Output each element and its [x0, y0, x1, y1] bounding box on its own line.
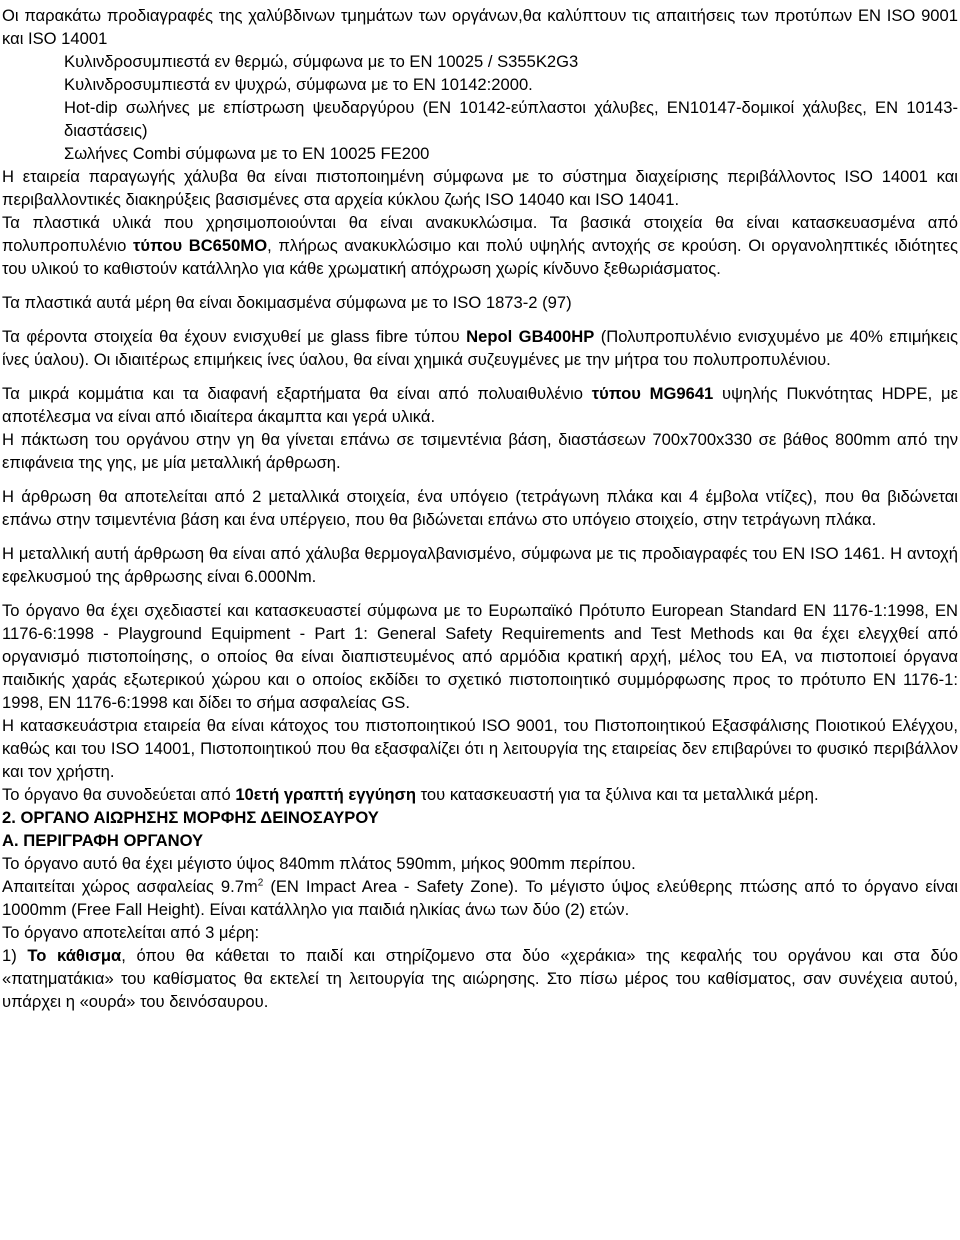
foundation-paragraph: Η πάκτωση του οργάνου στην γη θα γίνεται επάνω σε τσιμεντένια βάση, διαστάσεων 700x700x330 σε βάθος 800mm από την επιφάνεια της γης, με μία μεταλλική άρθρωση.	[2, 430, 958, 472]
plastics-paragraph: Τα πλαστικά υλικά που χρησιμοποιούνται θα είναι ανακυκλώσιμα. Τα βασικά στοιχεία θα είναι κατασκευασμένα από πολυπροπυλένιο τύπου BC650MO, πλήρως ανακυκλώσιμο και πολύ υψηλής αντοχής σε κρούση. Οι οργανοληπτικές ιδιότητες του υλικού το καθιστούν κατάλληλο για κάθε χρωματική απόχρωση χωρίς κίνδυνο ξεθωριάσματος.	[2, 213, 958, 278]
joint-material-paragraph: Η μεταλλική αυτή άρθρωση θα είναι από χάλυβα θερμογαλβανισμένο, σύμφωνα με τις προδιαγραφές του EN ISO 1461. Η αντοχή εφελκυσμού της άρθρωσης είναι 6.000Nm.	[2, 544, 958, 586]
spec-combi-tubes: Σωλήνες Combi σύμφωνα με το EN 10025 FE200	[64, 144, 430, 163]
superscript-2: 2	[257, 877, 264, 889]
joint-description-paragraph: Η άρθρωση θα αποτελείται από 2 μεταλλικά στοιχεία, ένα υπόγειο (τετράγωνη πλάκα και 4 έμβολα ντίζες), που θα βιδώνεται επάνω στην τσιμεντένια βάση και ένα υπέργειο, που θα βιδώνεται επάνω στο υπόγειο στοιχείο, στην τετράγωνη πλάκα.	[2, 487, 958, 529]
polyethylene-type-bold: τύπου MG9641	[591, 384, 714, 403]
warranty-bold: 10ετή γραπτή εγγύηση	[235, 785, 416, 804]
iso-certification-paragraph: Η εταιρεία παραγωγής χάλυβα θα είναι πιστοποιημένη σύμφωνα με το σύστημα διαχείρισης περιβάλλοντος ISO 14001 και περιβαλλοντικές διακηρύξεις βασισμένες στα αρχεία κύκλου ζωής ISO 14040 και ISO 14041.	[2, 167, 958, 209]
dimensions-paragraph: Το όργανο αυτό θα έχει μέγιστο ύψος 840mm πλάτος 590mm, μήκος 900mm περίπου.	[2, 854, 636, 873]
parts-intro: Το όργανο αποτελείται από 3 μέρη:	[2, 923, 260, 942]
glass-fibre-paragraph: Τα φέροντα στοιχεία θα έχουν ενισχυθεί με glass fibre τύπου Nepol GB400HP (Πολυπροπυλένιο ενισχυμένο με 40% επιμήκεις ίνες ύαλου). Οι ιδιαιτέρως επιμήκεις ίνες ύαλου, θα είναι χημικά συζευγμένες με την μήτρα του πολυπροπυλένιου.	[2, 327, 958, 369]
standards-paragraph: Το όργανο θα έχει σχεδιαστεί και κατασκευαστεί σύμφωνα με το Ευρωπαϊκό Πρότυπο European Standard EN 1176-1:1998, EN 1176-6:1998 - Playground Equipment - Part 1: General Safety Requirements and Test Methods και θα έχει ελεγχθεί από οργανισμό πιστοποίησης, ο οποίος θα είναι διαπιστευμένος από αρμόδια κρατική αρχή, μέλος του ΕΑ, να πιστοποιεί όργανα παιδικής χαράς εξωτερικού χώρου και ο οποίος εκδίδει το σχετικό πιστοποιητικό συμμόρφωσης προς το πρότυπο EN 1176-1: 1998, EN 1176-6:1998 και δίδει το σήμα ασφαλείας GS.	[2, 601, 958, 712]
section-heading: 2. ΟΡΓΑΝΟ ΑΙΩΡΗΣΗΣ ΜΟΡΦΗΣ ΔΕΙΝΟΣΑΥΡΟΥ	[2, 808, 379, 827]
plastics-testing-paragraph: Τα πλαστικά αυτά μέρη θα είναι δοκιμασμένα σύμφωνα με το ISO 1873-2 (97)	[2, 293, 572, 312]
polyethylene-paragraph: Τα μικρά κομμάτια και τα διαφανή εξαρτήματα θα είναι από πολυαιθυλένιο τύπου MG9641 υψηλής Πυκνότητας HDPE, με αποτέλεσμα να είναι από ιδιαίτερα άκαμπτα και γερά υλικά.	[2, 384, 959, 426]
intro-paragraph: Οι παρακάτω προδιαγραφές της χαλύβδινων τμημάτων των οργάνων,θα καλύπτουν τις απαιτήσεις των προτύπων EN ISO 9001 και ISO 14001	[2, 6, 958, 48]
spec-hot-rolled: Κυλινδροσυμπιεστά εν θερμώ, σύμφωνα με το EN 10025 / S355K2G3	[64, 52, 579, 71]
spec-hot-dip-tubes: Hot-dip σωλήνες με επίστρωση ψευδαργύρου (EN 10142-εύπλαστοι χάλυβες, EN10147-δομικοί χάλυβες, EN 10143-διαστάσεις)	[64, 98, 958, 140]
spec-cold-rolled: Κυλινδροσυμπιεστά εν ψυχρώ, σύμφωνα με το EN 10142:2000.	[64, 75, 533, 94]
manufacturer-certification-paragraph: Η κατασκευάστρια εταιρεία θα είναι κάτοχος του πιστοποιητικού ISO 9001, του Πιστοποιητικού Εξασφάλισης Ποιοτικού Ελέγχου, καθώς και του ISO 14001, Πιστοποιητικού που θα εξασφαλίζει ότι η λειτουργία της εταιρείας δεν επιβαρύνει το φυσικό περιβάλλον και τον χρήστη.	[2, 716, 958, 781]
glass-fibre-type-bold: Nepol GB400HP	[466, 327, 595, 346]
section-subheading: Α. ΠΕΡΙΓΡΑΦΗ ΟΡΓΑΝΟΥ	[2, 831, 204, 850]
warranty-paragraph: Το όργανο θα συνοδεύεται από 10ετή γραπτή εγγύηση του κατασκευαστή για τα ξύλινα και τα μεταλλικά μέρη.	[2, 785, 819, 804]
plastic-type-bold: τύπου BC650MO	[133, 236, 268, 255]
part-1-paragraph: 1) Το κάθισμα, όπου θα κάθεται το παιδί και στηρίζομενο στα δύο «χεράκια» της κεφαλής του οργάνου και στα δύο «πατηματάκια» του καθίσματος θα εκτελεί τη λειτουργία της αιώρησης. Στο πίσω μέρος του καθίσματος, σαν συνέχεια αυτού, υπάρχει η «ουρά» του δεινόσαυρου.	[2, 946, 958, 1011]
part-1-title: Το κάθισμα	[27, 946, 122, 965]
safety-area-paragraph: Απαιτείται χώρος ασφαλείας $9.7m^2$ (EN Impact Area - Safety Zone). Το μέγιστο ύψος ελεύθερης πτώσης από το όργανο είναι 1000mm (Free Fall Height). Είναι κατάλληλο για παιδιά ηλικίας άνω των δύο (2) ετών.	[2, 877, 958, 919]
